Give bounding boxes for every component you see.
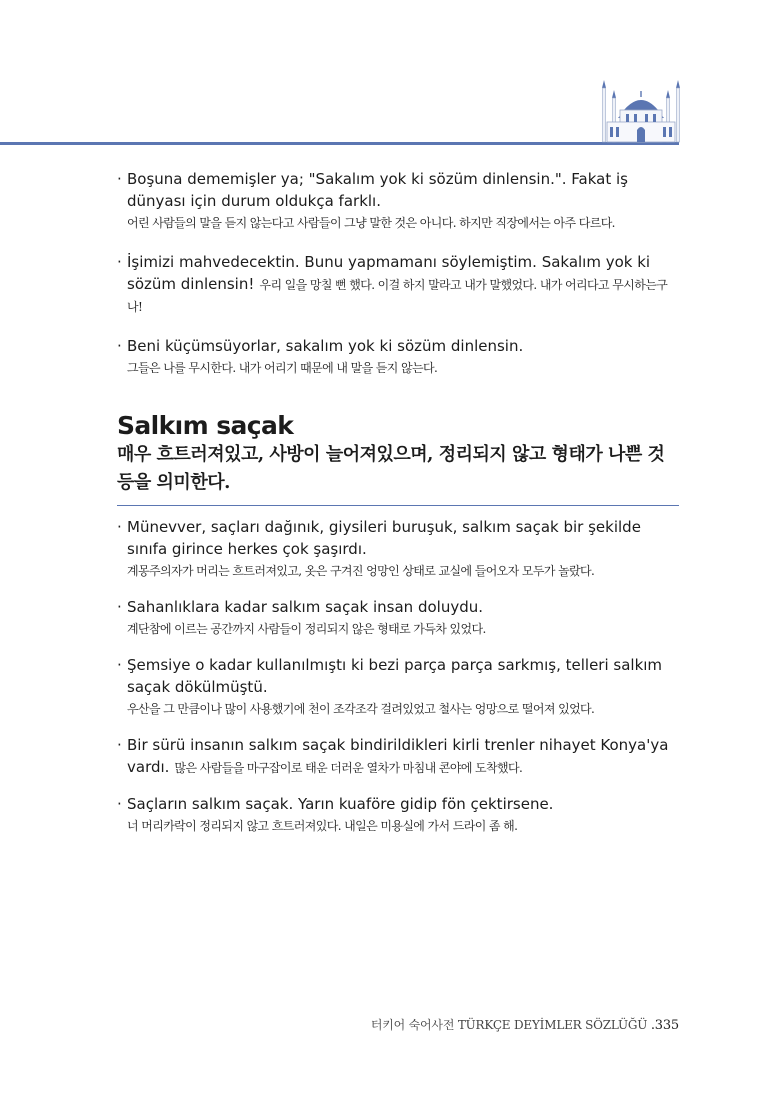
bullet: ·: [117, 337, 122, 355]
korean-translation: 우리 일을 망칠 뻔 했다. 이걸 하지 말라고 내가 말했었다. 내가 어리다고 무시하는구나!: [127, 278, 668, 314]
book-title: 터키어 숙어사전 TÜRKÇE DEYİMLER SÖZLÜĞÜ: [370, 1018, 648, 1032]
example-entry: [117, 654, 682, 720]
mosque-icon: [600, 78, 682, 144]
korean-translation: 많은 사람들을 마구잡이로 태운 더러운 열차가 마침내 콘야에 도착했다.: [174, 761, 523, 775]
korean-translation: 우산을 그 만큼이나 많이 사용했기에 천이 조각조각 걸려있었고 철사는 엉망으로 떨어져 있었다.: [127, 702, 595, 716]
turkish-sentence: İşimizi mahvedecektin. Bunu yapmamanı söylemiştim. Sakalım yok ki sözüm dinlensin!: [127, 253, 651, 293]
idiom-meaning: 매우 흐트러져있고, 사방이 늘어져있으며, 정리되지 않고 형태가 나쁜 것 등을 의미한다.: [117, 444, 665, 493]
heading-divider: [117, 505, 679, 506]
dictionary-entries: [117, 168, 682, 837]
bullet: ·: [117, 518, 122, 536]
turkish-sentence: Saçların salkım saçak. Yarın kuaföre gidip fön çektirsene.: [127, 795, 554, 813]
turkish-sentence: Münevver, saçları dağınık, giysileri buruşuk, salkım saçak bir şekilde sınıfa girince herkes çok şaşırdı.: [127, 518, 641, 558]
turkish-sentence: Beni küçümsüyorlar, sakalım yok ki sözüm dinlensin.: [127, 337, 524, 355]
bullet: ·: [117, 795, 122, 813]
turkish-sentence: Bir sürü insanın salkım saçak bindirildikleri kirli trenler nihayet Konya'ya vardı.: [127, 736, 669, 776]
example-entry: [117, 335, 682, 379]
korean-translation: 어린 사람들의 말을 듣지 않는다고 사람들이 그냥 말한 것은 아니다. 하지만 직장에서는 아주 다르다.: [127, 216, 615, 230]
header-rule: [0, 142, 679, 145]
example-entry: [117, 168, 682, 234]
example-entry: [117, 596, 682, 640]
korean-translation: 계단참에 이르는 공간까지 사람들이 정리되지 않은 형태로 가득차 있었다.: [127, 622, 486, 636]
korean-translation: 너 머리카락이 정리되지 않고 흐트러져있다. 내일은 미용실에 가서 드라이 좀 해.: [127, 819, 518, 833]
turkish-sentence: Sahanlıklara kadar salkım saçak insan doluydu.: [127, 598, 484, 616]
example-entry: [117, 793, 682, 837]
example-entry: [117, 734, 682, 779]
korean-translation: 그들은 나를 무시한다. 내가 어리기 때문에 내 말을 듣지 않는다.: [127, 361, 438, 375]
bullet: ·: [117, 656, 122, 674]
page-number: .335: [650, 1018, 679, 1033]
bullet: ·: [117, 253, 122, 271]
bullet: ·: [117, 170, 122, 188]
bullet: ·: [117, 736, 122, 754]
example-entry: [117, 251, 682, 318]
idiom-title: Salkım saçak: [117, 411, 294, 440]
example-entry: [117, 516, 682, 582]
turkish-sentence: Boşuna dememişler ya; "Sakalım yok ki sözüm dinlensin.". Fakat iş dünyası için durum oldukça farklı.: [127, 170, 628, 210]
turkish-sentence: Şemsiye o kadar kullanılmıştı ki bezi parça parça sarkmış, telleri salkım saçak dökülmüştü.: [127, 656, 663, 696]
korean-translation: 계몽주의자가 머리는 흐트러져있고, 옷은 구겨진 엉망인 상태로 교실에 들어오자 모두가 놀랐다.: [127, 564, 595, 578]
bullet: ·: [117, 598, 122, 616]
idiom-heading: [117, 411, 682, 506]
page-footer: [371, 1016, 679, 1033]
